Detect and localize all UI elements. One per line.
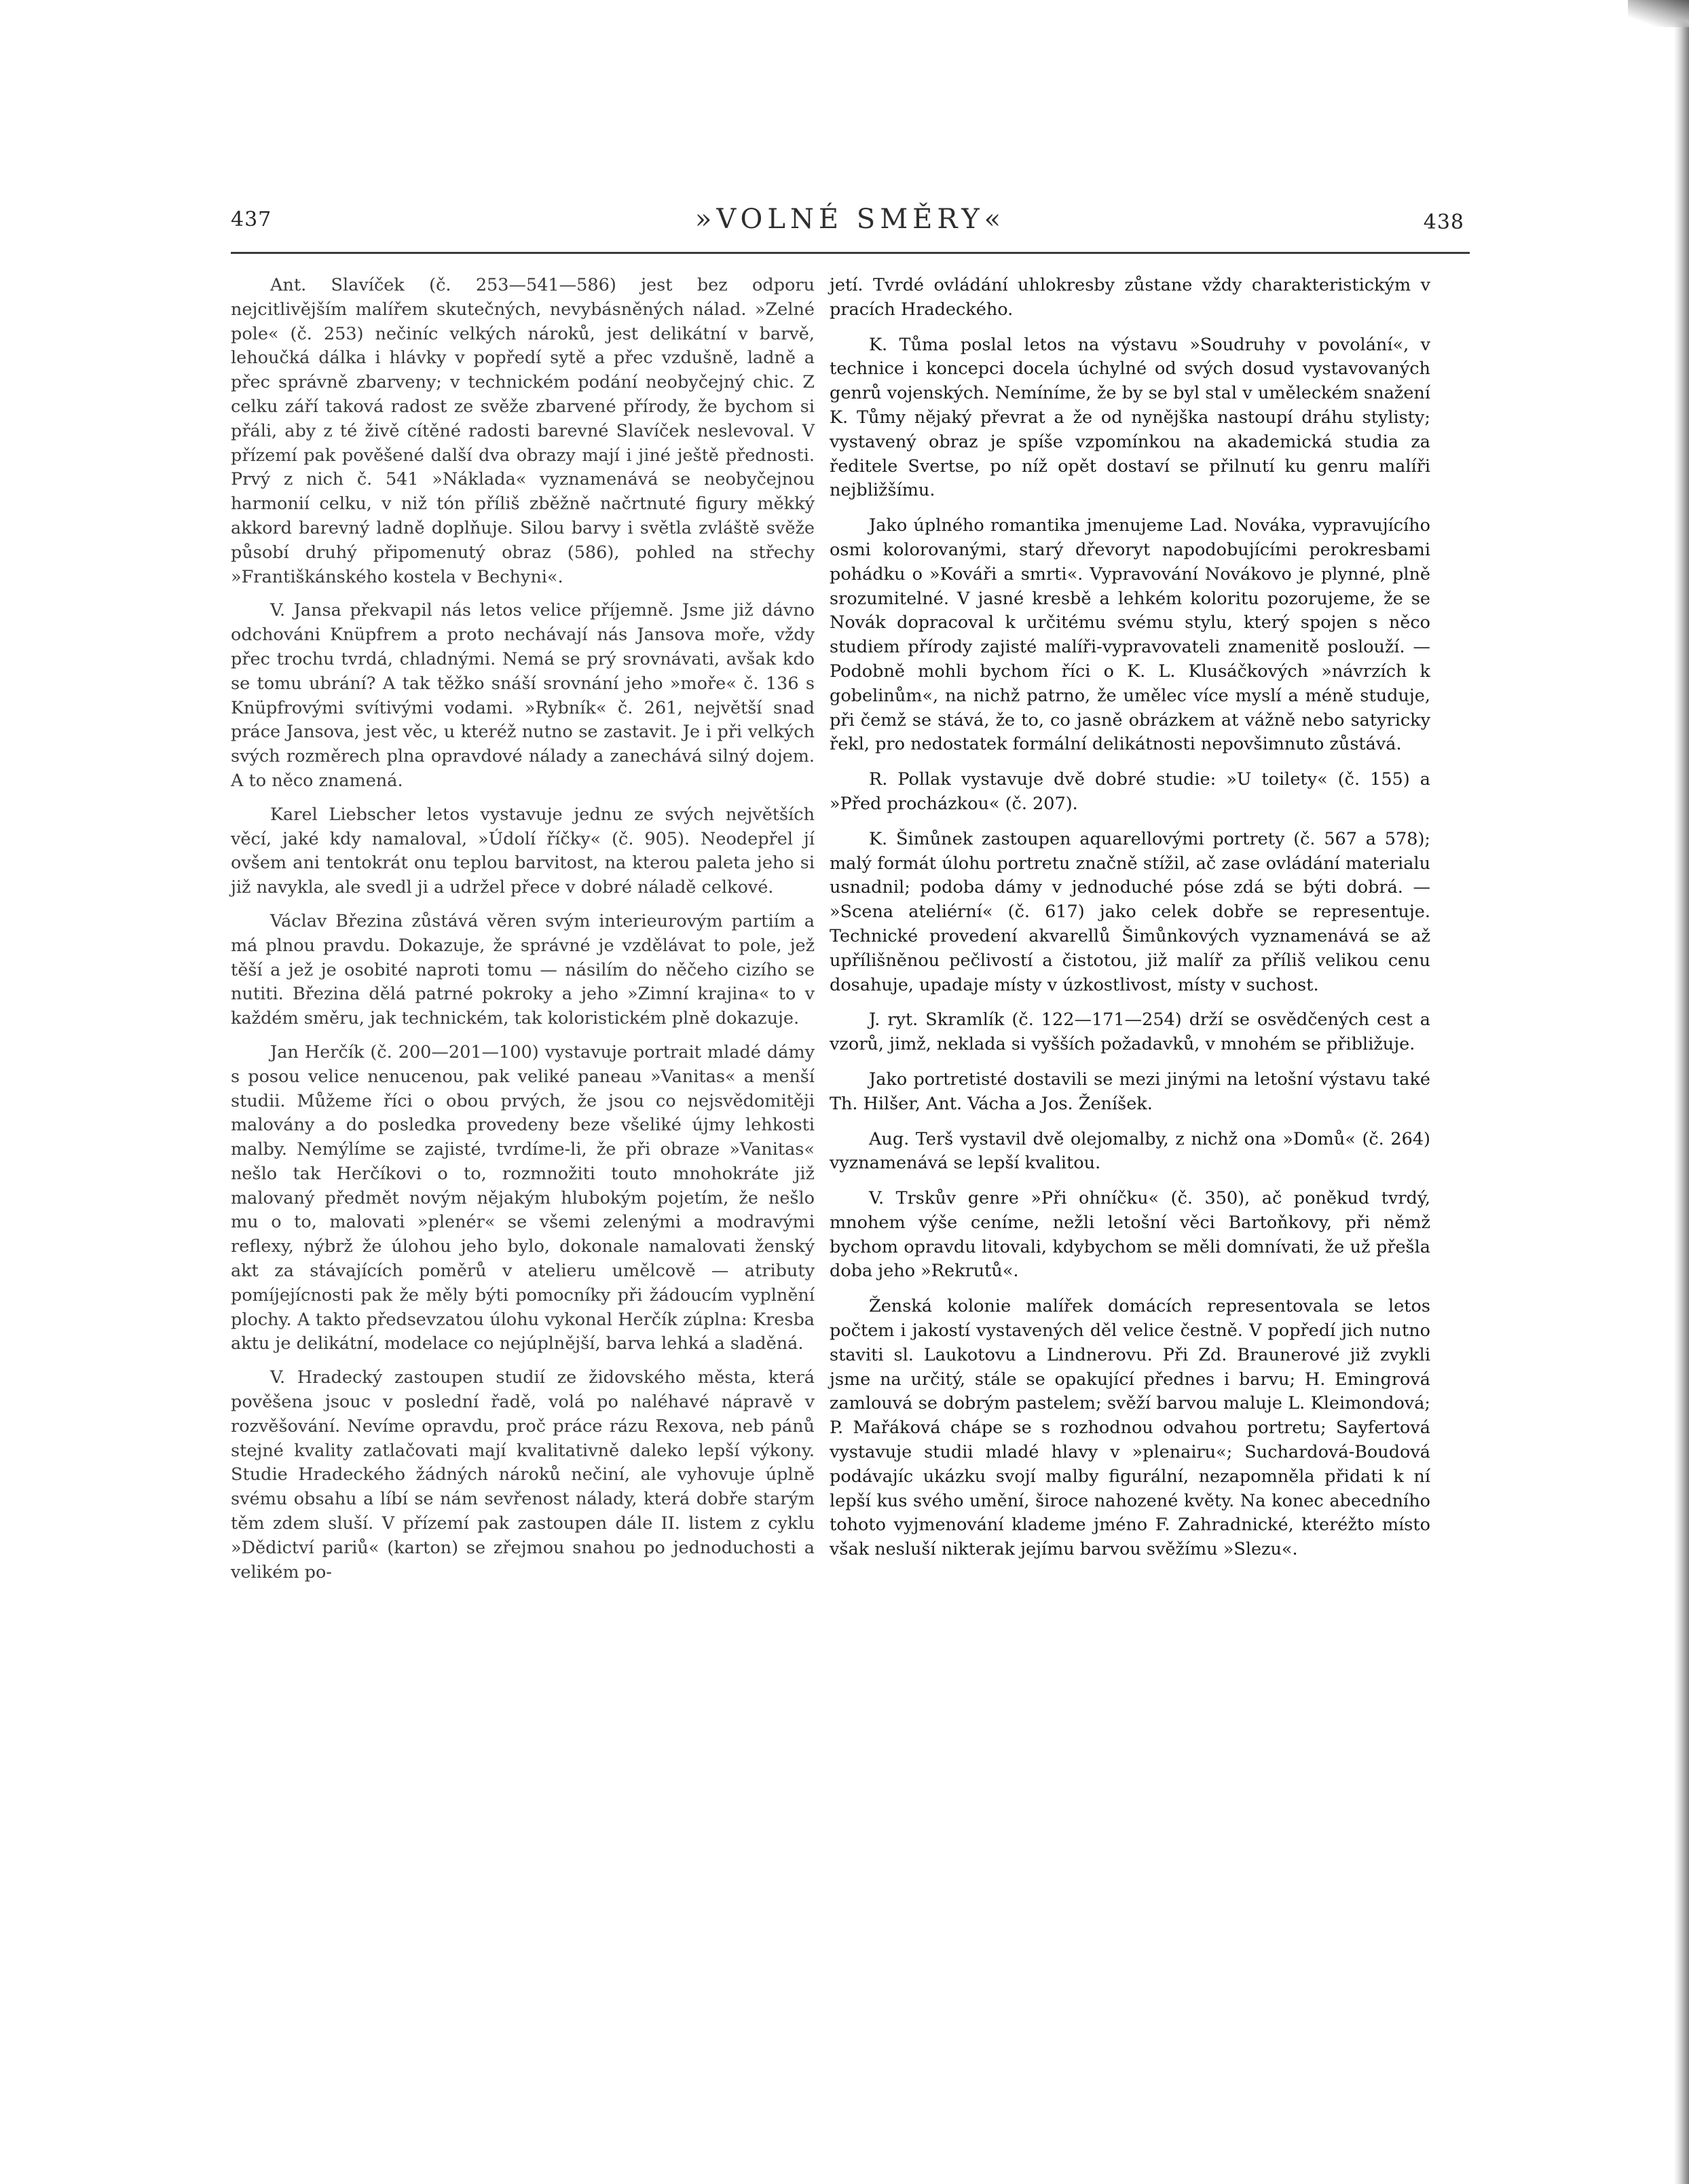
- paragraph-pollak: R. Pollak vystavuje dvě dobré studie: »U toilety« (č. 155) a »Před procházkou« (č. 207).: [830, 769, 1430, 814]
- paragraph-trsek: V. Trskův genre »Při ohníčku« (č. 350), ač poněkud tvrdý, mnohem výše ceníme, nežli letošní věci Bartoňkovy, při němž bychom opravdu litovali, kdybychom se měli domnívati, že už přešla doba jeho »Rekrutů«.: [830, 1188, 1430, 1282]
- paragraph-ters: Aug. Terš vystavil dvě olejomalby, z nichž ona »Domů« (č. 264) vyznamenává se lepší kvalitou.: [830, 1128, 1430, 1174]
- paragraph-slavicek: Ant. Slavíček (č. 253—541—586) jest bez odporu nejcitlivějším malířem skutečných, nevybásněných nálad. »Zelné pole« (č. 253) nečiníc velkých nároků, jest delikátní v barvě, lehoučká dálka i hlávky v popředí sytě a přec vzdušně, ladně a přec správně zbarveny; v technickém podání neobyčejný chic. Z celku září taková radost ze svěže zbarvené přírody, že bychom si přáli, aby z té živě cítěné radosti barevné Slavíček neslevoval. V přízemí pak pověšené další dva obrazy mají i jiné ještě přednosti. Prvý z nich č. 541 »Náklada« vyznamenává se neobyčejnou harmonií celku, v niž tón příliš zběžně načrtnuté figury měkký akkord barevný ladně doplňuje. Silou barvy i světla zvláště svěže působí druhý připomenutý obraz (586), pohled na střechy »Františkánského kostela v Bechyni«.: [231, 275, 815, 587]
- paragraph-novak: Jako úplného romantika jmenujeme Lad. Nováka, vypravujícího osmi kolorovanými, starý dřevoryt napodobujícími perokresbami pohádku o »Kováři a smrti«. Vypravování Novákovo je plynné, plně srozumitelné. V jasné kresbě a lehkém koloritu pozorujeme, že se Novák dopracoval k určitému svému stylu, který spojen s něco studiem přírody zajisté malíři-vypravovateli znamenitě poslouží. — Podobně mohli bychom říci o K. L. Klusáčkových »návrzích k gobelinům«, na nichž patrno, že umělec více myslí a méně studuje, při čemž se stává, že to, co jasně obrázkem at vážně nebo satyricky řekl, pro nedostatek formální delikátnosti nepovšimnuto zůstává.: [830, 515, 1430, 755]
- paragraph-hradecky: V. Hradecký zastoupen studií ze židovského města, která pověšena jsouc v poslední řadě, volá po naléhavé nápravě v rozvěšování. Nevíme opravdu, proč práce rázu Rexova, neb pánů stejné kvality zatlačovati mají kvalitativně daleko lepší výkony. Studie Hradeckého žádných nároků nečiní, ale vyhovuje úplně svému obsahu a líbí se nám sevřenost nálady, která dobře starým těm zdem sluší. V přízemí pak zastoupen dále II. listem z cyklu »Dědictví pariů« (karton) se zřejmou snahou po jednoduchosti a velikém po-: [231, 1367, 815, 1583]
- paragraph-liebscher: Karel Liebscher letos vystavuje jednu ze svých největších věcí, jaké kdy namaloval, »Údolí říčky« (č. 905). Neodepřel jí ovšem ani tentokrát onu teplou barvitost, na kterou paleta jeho si již navykla, ale svedl ji a udržel přece v dobré náladě celkové.: [231, 804, 815, 898]
- paragraph-skramlik: J. ryt. Skramlík (č. 122—171—254) drží se osvědčených cest a vzorů, jimž, neklada si vyšších požadavků, v mnohém se přibližuje.: [830, 1010, 1430, 1055]
- page-number-left: 437: [231, 208, 272, 232]
- right-column: [830, 274, 1430, 1572]
- paragraph-jansa: V. Jansa překvapil nás letos velice příjemně. Jsme již dávno odchováni Knüpfrem a proto nechávají nás Jansova moře, vždy přec trochu tvrdá, chladnými. Nemá se prý srovnávati, avšak kdo se tomu ubrání? A tak těžko snáší srovnání jeho »moře« č. 136 s Knüpfrovými svítivými vodami. »Rybník« č. 261, největší snad práce Jansova, jest věc, u kteréž nutno se zastavit. Je i při velkých svých rozměrech plna opravdové nálady a zanechává silný dojem. A to něco znamená.: [231, 600, 815, 791]
- paragraph-hradecky-continued: jetí. Tvrdé ovládání uhlokresby zůstane vždy charakteristickým v pracích Hradeckého.: [830, 275, 1430, 320]
- page-number-right: 438: [1423, 210, 1464, 234]
- paragraph-portretiste: Jako portretisté dostavili se mezi jinými na letošní výstavu také Th. Hilšer, Ant. Vácha a Jos. Ženíšek.: [830, 1069, 1430, 1114]
- running-title: »VOLNÉ SMĚRY«: [694, 204, 1006, 235]
- paragraph-brezina: Václav Březina zůstává věren svým interieurovým partiím a má plnou pravdu. Dokazuje, že správné je vzdělávat to pole, jež těší a jež je osobité naproti tomu — násilím do něčeho cizího se nutiti. Březina dělá patrné pokroky a jeho »Zimní krajina« to v každém směru, jak technickém, tak koloristickém plně dokazuje.: [231, 910, 815, 1029]
- scan-page-edge: [1674, 0, 1689, 2184]
- paragraph-zenska-kolonie: Ženská kolonie malířek domácích representovala se letos počtem i jakostí vystavených děl velice čestně. V popředí jich nutno staviti sl. Laukotovu a Lindnerovu. Při Zd. Braunerové již zvykli jsme na určitý, stále se opakující přednes i barvu; H. Emingrová zamlouvá se dobrým pastelem; svěží barvou maluje L. Kleimondová; P. Mařáková chápe se s rozhodnou odvahou portretu; Sayfertová vystavuje studii mladé hlavy v »plenairu«; Suchardová-Boudová podávajíc ukázku svojí malby figurální, nezapomněla přidati k ní lepší kus svého umění, široce nahozené květy. Na konec abecedního tohoto vyjmenování klademe jméno F. Zahradnické, kteréžto místo však nesluší nikterak jejímu barvou svěžímu »Slezu«.: [830, 1296, 1430, 1560]
- left-column: [231, 274, 815, 1594]
- page-header: [231, 204, 1470, 244]
- paragraph-tuma: K. Tůma poslal letos na výstavu »Soudruhy v povolání«, v technice i koncepci docela úchylné od svých dosud vystavovaných genrů vojenských. Nemíníme, že by se byl stal v uměleckém snažení K. Tůmy nějaký převrat a že od nynějška nastoupí dráhu stylisty; vystavený obraz je spíše vzpomínkou na akademická studia za ředitele Svertse, po níž opět dostaví se přilnutí ku genru malíři nejbližšímu.: [830, 334, 1430, 501]
- paragraph-hercik: Jan Herčík (č. 200—201—100) vystavuje portrait mladé dámy s posou velice nenucenou, pak veliké paneau »Vanitas« a menší studii. Můžeme říci o obou prvých, že jsou co nejsvědomitěji malovány a do posledka provedeny beze všeliké újmy lehkosti malby. Nemýlíme se zajisté, tvrdíme-li, že při obraze »Vanitas« nešlo tak Herčíkovi o to, rozmnožiti touto mnohokráte již malovaný předmět novým nějakým hlubokým pojetím, že nešlo mu o to, malovati »plenér« se všemi zelenými a modravými reflexy, nýbrž že úlohou jeho bylo, dokonale namalovati ženský akt za stávajících poměrů v atelieru umělcově — atributy pomíjejícnosti pak že měly býti pomocníky při žádoucím vyplnění plochy. A takto předsevzatou úlohu vykonal Herčík zúplna: Kresba aktu je delikátní, modelace co nejúplnější, barva lehká a sladěná.: [231, 1041, 815, 1354]
- scan-page-corner: [1628, 0, 1689, 27]
- paragraph-simunek: K. Šimůnek zastoupen aquarellovými portrety (č. 567 a 578); malý formát úlohu portretu značně stížil, ač zase ovládání materialu usnadnil; podoba dámy v jednoduché póse zdá se býti dobrá. — »Scena ateliérní« (č. 617) jako celek dobře se representuje. Technické provedení akvarellů Šimůnkových vyznamenává se až upřílišněnou pečlivostí a čistotou, již malíř za příliš velikou cenu dosahuje, upadaje místy v úzkostlivost, místy v suchost.: [830, 828, 1430, 995]
- header-rule: [231, 252, 1470, 254]
